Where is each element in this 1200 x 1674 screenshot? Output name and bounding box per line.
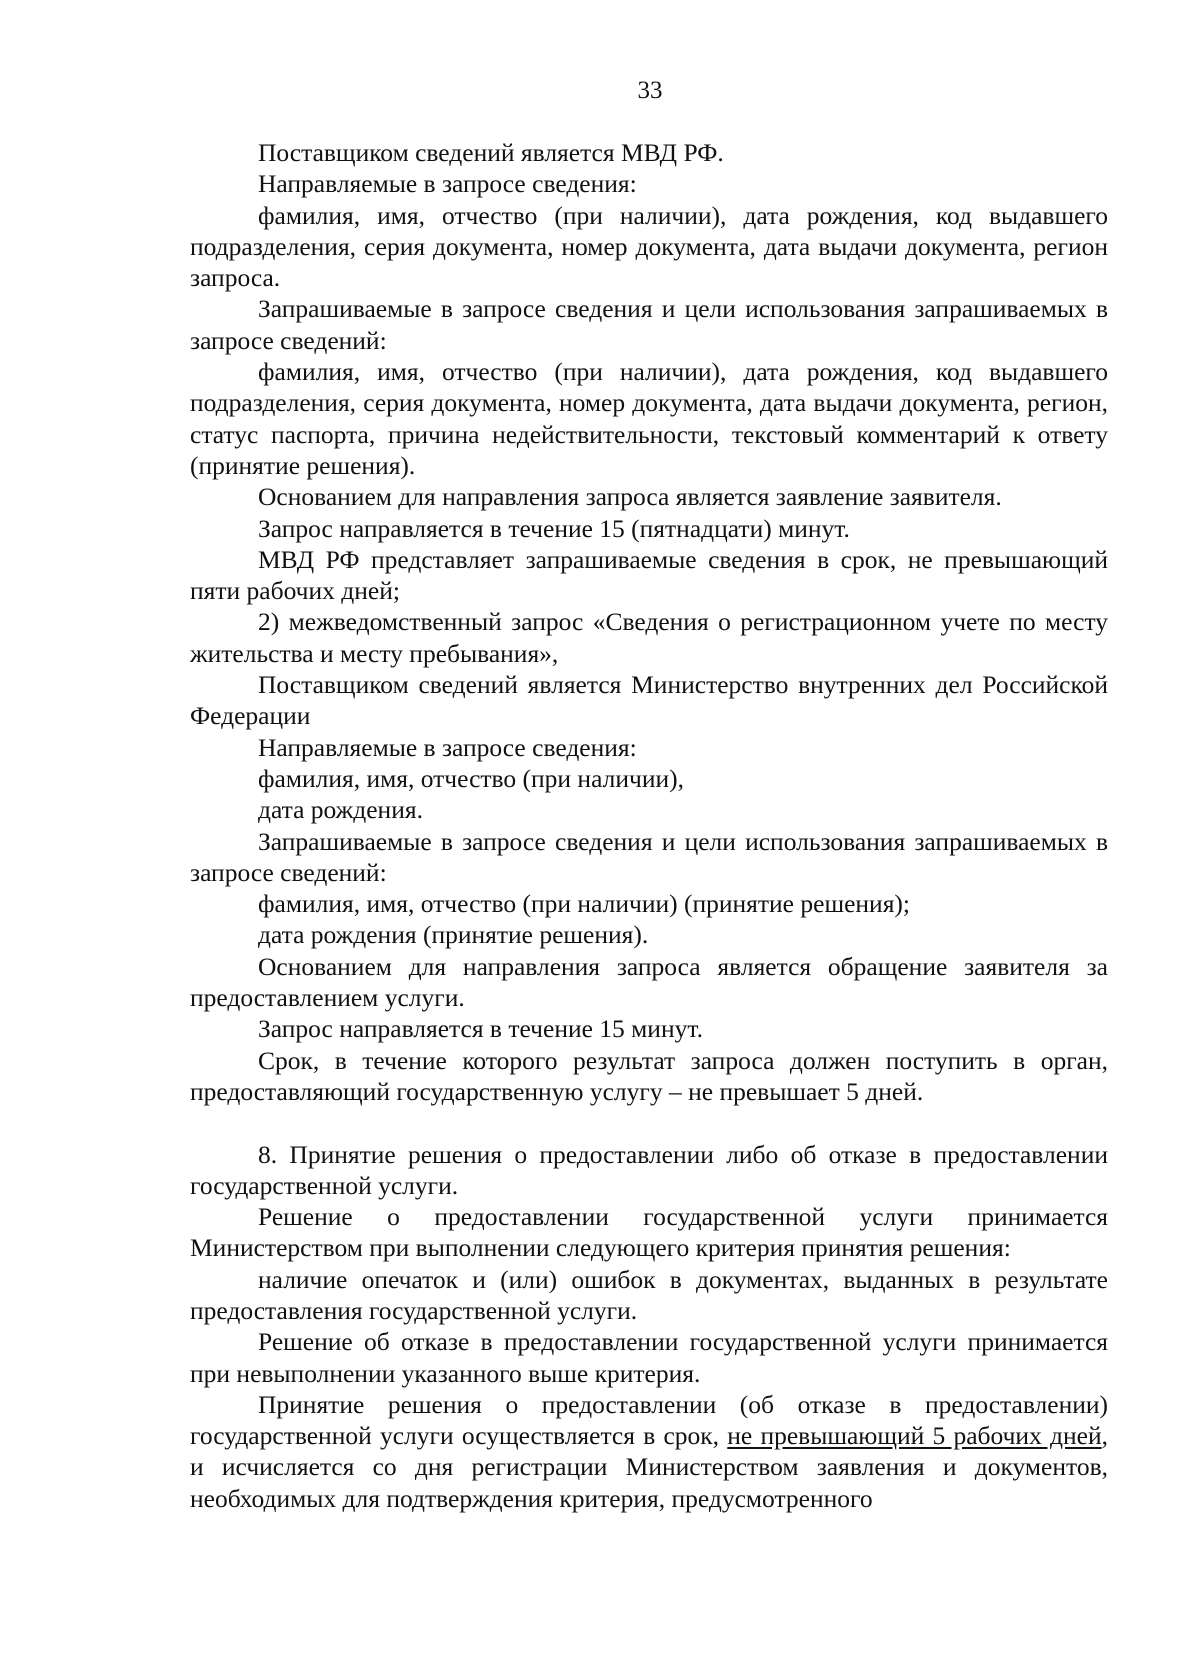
paragraph: Запрос направляется в течение 15 (пятнадцати) минут. [258,513,850,543]
paragraph: фамилия, имя, отчество (при наличии), дата рождения, код выдавшего подразделения, серия документа, номер документа, дата выдачи документа, регион, статус паспорта, причина недействительности, текстовый комментарий к ответу (принятие решения). [190,357,1108,480]
paragraph: фамилия, имя, отчество (при наличии), [258,763,684,793]
paragraph-with-underline [190,1389,1108,1514]
paragraph: Направляемые в запросе сведения: [258,169,637,199]
section-heading: 8. Принятие решения о предоставлении либо об отказе в предоставлении государственной услуги. [190,1139,1108,1200]
paragraph: дата рождения. [258,795,423,825]
paragraph: Запрос направляется в течение 15 минут. [258,1014,703,1044]
paragraph: фамилия, имя, отчество (при наличии), дата рождения, код выдавшего подразделения, серия документа, номер документа, дата выдачи документа, регион запроса. [190,200,1108,293]
underlined-text: не превышающий 5 рабочих дней [727,1421,1102,1451]
paragraph: 2) межведомственный запрос «Сведения о регистрационном учете по месту жительства и месту пребывания», [190,607,1108,668]
paragraph: Основанием для направления запроса является заявление заявителя. [258,482,1002,512]
text-run: Принятие решения о предоставлении (об отказе в предоставлении) государственной услуги осуществляется в срок, [190,1389,1108,1451]
paragraph: МВД РФ представляет запрашиваемые сведения в срок, не превышающий пяти рабочих дней; [190,544,1108,606]
paragraph: фамилия, имя, отчество (при наличии) (принятие решения); [258,889,910,919]
paragraph: Срок, в течение которого результат запроса должен поступить в орган, предоставляющий государственную услугу – не превышает 5 дней. [190,1045,1108,1106]
paragraph: дата рождения (принятие решения). [258,920,649,950]
text-run: , и исчисляется со дня регистрации Министерством заявления и документов, необходимых для подтверждения критерия, предусмотренного [190,1421,1108,1513]
paragraph: Направляемые в запросе сведения: [258,732,637,762]
paragraph: Запрашиваемые в запросе сведения и цели использования запрашиваемых в запросе сведений: [190,294,1108,355]
document-body [190,137,1108,1514]
page-number: 33 [637,77,663,104]
paragraph: Решение об отказе в предоставлении государственной услуги принимается при невыполнении указанного выше критерия. [190,1327,1108,1388]
paragraph: Решение о предоставлении государственной услуги принимается Министерством при выполнении следующего критерия принятия решения: [190,1202,1108,1263]
paragraph: Поставщиком сведений является Министерство внутренних дел Российской Федерации [190,670,1108,731]
paragraph: наличие опечаток и (или) ошибок в документах, выданных в результате предоставления государственной услуги. [190,1264,1108,1325]
paragraph: Поставщиком сведений является МВД РФ. [258,138,724,167]
paragraph: Основанием для направления запроса является обращение заявителя за предоставлением услуги. [190,951,1108,1013]
paragraph: Запрашиваемые в запросе сведения и цели использования запрашиваемых в запросе сведений: [190,826,1108,887]
